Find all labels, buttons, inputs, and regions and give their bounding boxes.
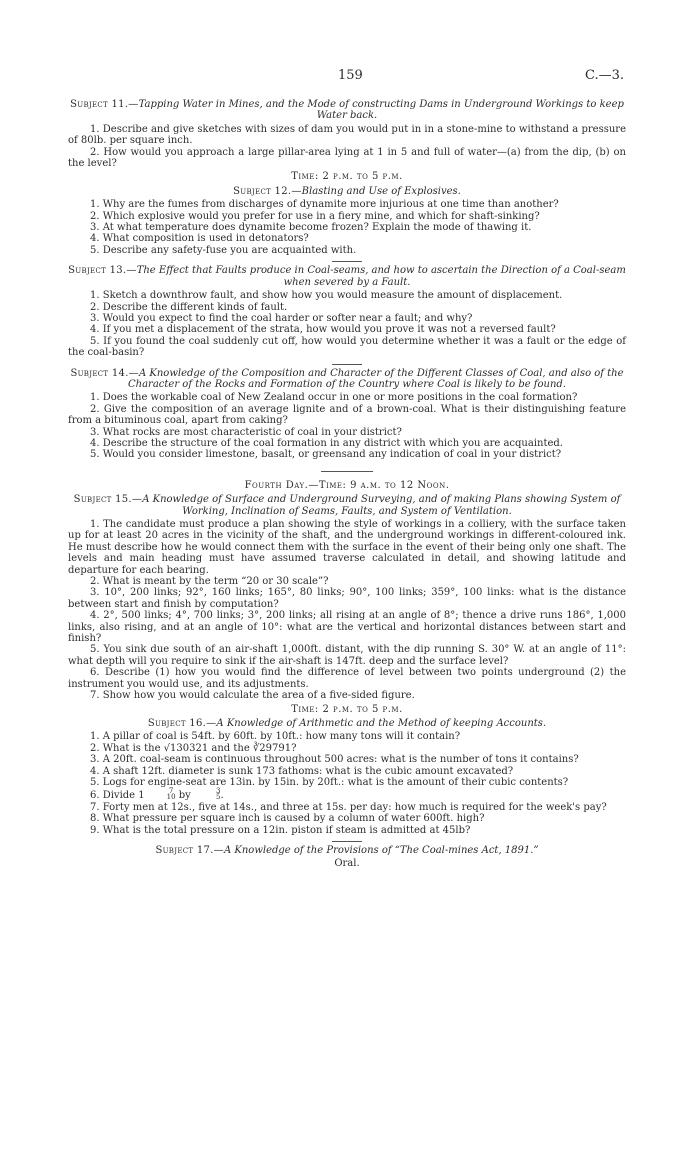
subject-12-question: 5. Describe any safety-fuse you are acquainted with.	[90, 244, 357, 256]
subject-16-question	[68, 788, 626, 801]
subject-17-note: Oral.	[334, 858, 360, 870]
subject-16-heading	[68, 718, 626, 729]
subject-11-heading	[68, 99, 626, 122]
page-body	[68, 96, 626, 870]
subject-16-question: 5. Logs for engine-seat are 13in. by 15in. by 20ft.: what is the amount of their cubic contents?	[90, 776, 569, 788]
subject-16-question: 8. What pressure per square inch is caused by a column of water 600ft. high?	[90, 813, 485, 825]
subject-15-question: 7. Show how you would calculate the area of a five-sided figure.	[90, 690, 415, 702]
subject-13-question: 5. If you found the coal suddenly cut off, how would you determine whether it was a fault or the edge of the coal-basin?	[68, 335, 626, 359]
subject-17-lead: Subject 17.—	[155, 844, 224, 856]
subject-16-question: 2. What is the √130321 and the ∛29791?	[90, 742, 297, 754]
subject-17-heading	[68, 845, 626, 856]
section-divider	[332, 841, 362, 842]
subject-13-lead: Subject 13.—	[68, 265, 137, 277]
subject-14-question: 2. Give the composition of an average lignite and of a brown-coal. What is their distinguishing feature from a bituminous coal, apart from caking?	[68, 403, 626, 427]
subject-16-question: 7. Forty men at 12s., five at 14s., and three at 15s. per day: how much is required for the week's pay?	[90, 801, 607, 813]
subject-16-lead: Subject 16.—	[147, 717, 217, 729]
fraction-numerator: 7	[168, 787, 174, 796]
subject-15-question: 4. 2°, 500 links; 4°, 700 links; 3°, 200 links; all rising at an angle of 8°; thence a drive runs 186°, 1,000 links, also rising, and at an angle of 10°: what are the vertical and horizontal distances between start and finish?	[68, 610, 626, 645]
session-time: Time: 2 p.m. to 5 p.m.	[291, 171, 403, 183]
section-divider	[332, 364, 362, 365]
subject-13-question: 1. Sketch a downthrow fault, and show how you would measure the amount of displacement.	[90, 290, 563, 302]
subject-12-title: Blasting and Use of Explosives.	[301, 185, 461, 197]
subject-15-title: A Knowledge of Surface and Underground Surveying, and of making Plans showing System of Working, Inclination of Seams, Faults, and System of Ventilation.	[142, 494, 621, 517]
fraction-denominator: 5	[216, 793, 221, 802]
subject-12-question: 2. Which explosive would you prefer for use in a fiery mine, and which for shaft-sinking?	[90, 210, 540, 222]
subject-16-question: 1. A pillar of coal is 54ft. by 60ft. by 10ft.: how many tons will it contain?	[90, 731, 461, 743]
subject-15-question: 1. The candidate must produce a plan showing the style of workings in a colliery, with the surface taken up for at least 20 acres in the vicinity of the shaft, and the underground workings in different-coloured ink. He must describe how he would connect them with the surface in the event of their being only one shaft. The levels and main heading must have assumed traverse calculated in detail, and showing latitude and departure for each bearing.	[68, 519, 626, 576]
q6-prefix: 6. Divide 1	[90, 790, 145, 802]
subject-15-question: 6. Describe (1) how you would find the difference of level between two points underground (2) the instrument you would use, and its adjustments.	[68, 667, 626, 690]
subject-12-question: 4. What composition is used in detonators?	[90, 233, 309, 245]
subject-12-lead: Subject 12.—	[233, 185, 302, 197]
subject-14-lead: Subject 14.—	[70, 367, 139, 379]
subject-11-lead: Subject 11.—	[70, 99, 139, 110]
subject-15-heading	[68, 494, 626, 517]
subject-15-question: 5. You sink due south of an air-shaft 1,000ft. distant, with the dip running S. 30° W. at an angle of 11°: what depth will you require to sink if the air-shaft is 147ft. deep and the surface level?	[68, 644, 626, 667]
subject-14-question: 4. Describe the structure of the coal formation in any district with which you are acquainted.	[90, 437, 563, 449]
subject-14-title: A Knowledge of the Composition and Character of the Different Classes of Coal, and also of the Character of the Rocks and Formation of the Country where Coal is likely to be found.	[128, 367, 624, 390]
section-divider	[332, 261, 362, 262]
subject-11-title: Tapping Water in Mines, and the Mode of constructing Dams in Underground Workings to keep Water back.	[138, 99, 624, 122]
subject-13-heading	[68, 265, 626, 288]
subject-14-question: 3. What rocks are most characteristic of coal in your district?	[90, 426, 402, 438]
subject-14-question: 1. Does the workable coal of New Zealand occur in one or more positions in the coal formation?	[90, 392, 578, 404]
day-divider	[321, 471, 373, 472]
subject-11-question: 2. How would you approach a large pillar-area lying at 1 in 5 and full of water—(a) from the dip, (b) on the level?	[68, 146, 626, 170]
subject-15-lead: Subject 15.—	[73, 494, 143, 506]
fraction-denominator: 10	[166, 793, 176, 802]
fraction	[194, 788, 220, 800]
page-number: 159	[338, 68, 363, 83]
subject-12-heading	[68, 186, 626, 197]
fraction	[145, 788, 176, 800]
subject-14-question: 5. Would you consider limestone, basalt, or greensand any indication of coal in your district?	[90, 449, 562, 461]
subject-15-question: 3. 10°, 200 links; 92°, 160 links; 165°, 80 links; 90°, 100 links; 359°, 100 links: what is the distance between start and finish by computation?	[68, 587, 626, 610]
subject-16-question: 3. A 20ft. coal-seam is continuous throughout 500 acres: what is the number of tons it contains?	[90, 754, 579, 766]
subject-16-question: 4. A shaft 12ft. diameter is sunk 173 fathoms: what is the cubic amount excavated?	[90, 765, 514, 777]
page-header	[0, 70, 700, 84]
session-time: Time: 2 p.m. to 5 p.m.	[291, 703, 403, 715]
subject-12-question: 1. Why are the fumes from discharges of dynamite more injurious at one time than another?	[90, 199, 559, 211]
subject-14-heading	[68, 368, 626, 391]
q6-suffix: .	[220, 790, 224, 802]
subject-11-question: 1. Describe and give sketches with sizes of dam you would put in in a stone-mine to withstand a pressure of 80lb. per square inch.	[68, 123, 626, 147]
subject-13-question: 3. Would you expect to find the coal harder or softer near a fault; and why?	[90, 312, 473, 324]
q6-mid: by	[175, 790, 194, 802]
subject-16-question: 9. What is the total pressure on a 12in. piston if steam is admitted at 45lb?	[90, 824, 471, 836]
day-heading: Fourth Day.—Time: 9 a.m. to 12 Noon.	[244, 479, 450, 491]
subject-15-question: 2. What is meant by the term “20 or 30 scale”?	[90, 576, 329, 588]
fraction-numerator: 3	[216, 787, 221, 796]
subject-13-question: 2. Describe the different kinds of fault.	[90, 301, 288, 313]
subject-17-title: A Knowledge of the Provisions of “The Coal-mines Act, 1891.”	[223, 844, 539, 856]
subject-13-question: 4. If you met a displacement of the strata, how would you prove it was not a reversed fault?	[90, 324, 556, 336]
subject-13-title: The Effect that Faults produce in Coal-seams, and how to ascertain the Direction of a Coal-seam when severed by a Fault.	[136, 265, 626, 288]
subject-16-title: A Knowledge of Arithmetic and the Method of keeping Accounts.	[216, 717, 547, 729]
document-reference: C.—3.	[585, 68, 625, 83]
subject-12-question: 3. At what temperature does dynamite become frozen? Explain the mode of thawing it.	[90, 222, 532, 234]
